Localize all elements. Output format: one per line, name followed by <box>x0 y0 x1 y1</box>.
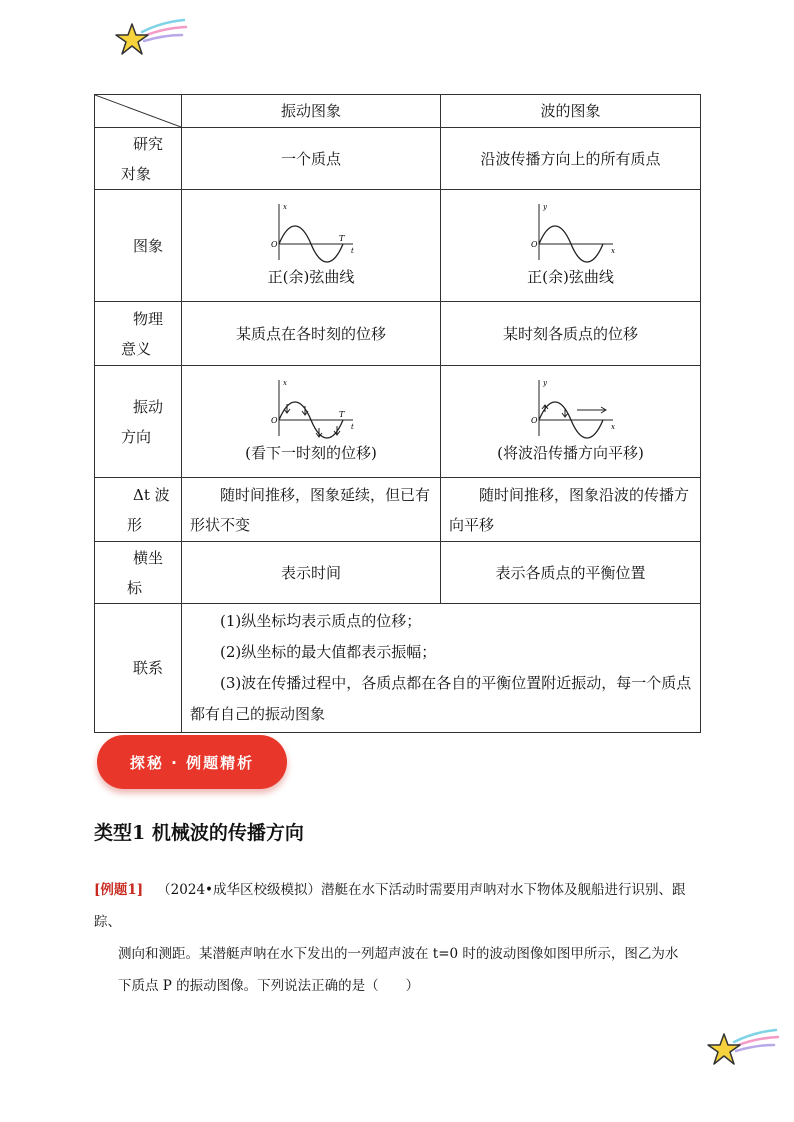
axis-label: x <box>283 378 287 387</box>
cell-axis-vibration: 表示时间 <box>182 542 441 604</box>
row-label-line: 横坐 <box>133 548 164 567</box>
row-label-line: 对象 <box>121 164 152 183</box>
period-label: T <box>339 409 345 419</box>
axis-label: t <box>351 246 354 255</box>
cell-meaning-wave: 某时刻各质点的位移 <box>441 302 701 366</box>
axis-label: x <box>610 422 615 431</box>
link-line: (1)纵坐标均表示质点的位移； <box>220 612 422 630</box>
link-line: (3)波在传播过程中，各质点都在各自的平衡位置附近振动，每一个质点都有自己的振动图象 <box>190 674 692 723</box>
cell-dt-wave: 随时间推移，图象沿波的传播方向平移 <box>441 478 701 542</box>
table-row <box>95 190 701 302</box>
origin-label: O <box>530 415 538 425</box>
origin-label: O <box>271 239 278 249</box>
example-question <box>94 874 704 1002</box>
cell-graph-vibration <box>182 190 441 302</box>
section-banner: 探秘 · 例题精析 <box>97 735 287 789</box>
row-label-line: 标 <box>127 578 143 597</box>
example-text: 下质点 P 的振动图像。下列说法正确的是（ ） <box>118 978 420 994</box>
table-header-row <box>95 95 701 128</box>
comparison-table <box>94 94 701 733</box>
row-label-line: Δt 波 <box>133 485 170 504</box>
vibration-direction-graph <box>261 378 361 440</box>
header-wave-graph: 波的图象 <box>441 95 701 128</box>
vibration-sine-graph <box>261 202 361 264</box>
cell-dt-vibration: 随时间推移，图象延续，但已有形状不变 <box>182 478 441 542</box>
example-text: （2024•成华区校级模拟）潜艇在水下活动时需要用声呐对水下物体及舰船进行识别、跟踪、 <box>94 882 686 930</box>
table-row <box>95 478 701 542</box>
caption-vibration: 正(余)弦曲线 <box>267 267 355 286</box>
cell-object-wave: 沿波传播方向上的所有质点 <box>441 128 701 190</box>
row-label-object <box>95 128 182 190</box>
diagonal-header-cell <box>95 95 182 128</box>
caption-direction-wave: (将波沿传播方向平移) <box>497 443 644 462</box>
caption-wave: 正(余)弦曲线 <box>527 267 614 286</box>
shooting-star-icon <box>112 14 190 60</box>
link-line: (2)纵坐标的最大值都表示振幅； <box>220 643 437 661</box>
cell-direction-wave <box>441 366 701 478</box>
row-label-line: 形 <box>127 515 143 534</box>
wave-sine-graph <box>521 202 621 264</box>
axis-label: x <box>610 246 615 255</box>
shooting-star-icon <box>704 1024 782 1070</box>
row-label-line: 物理 <box>133 309 164 328</box>
table-row <box>95 366 701 478</box>
cell-object-vibration: 一个质点 <box>182 128 441 190</box>
row-label-axis <box>95 542 182 604</box>
row-label-line: 振动 <box>133 397 164 416</box>
period-label: T <box>339 233 345 243</box>
wave-direction-graph <box>521 378 621 440</box>
origin-label: O <box>530 239 538 249</box>
row-label-line: 研究 <box>133 134 164 153</box>
cell-axis-wave: 表示各质点的平衡位置 <box>441 542 701 604</box>
table-row <box>95 604 701 733</box>
axis-label: x <box>283 202 287 211</box>
axis-label: y <box>542 202 547 211</box>
section-title: 类型1 机械波的传播方向 <box>94 822 304 844</box>
cell-meaning-vibration: 某质点在各时刻的位移 <box>182 302 441 366</box>
table-row <box>95 128 701 190</box>
row-label-link: 联系 <box>95 604 182 733</box>
cell-direction-vibration <box>182 366 441 478</box>
example-tag: [例题1] <box>94 882 144 898</box>
row-label-direction <box>95 366 182 478</box>
table-row <box>95 302 701 366</box>
row-label-line: 意义 <box>121 339 152 358</box>
axis-label: t <box>351 422 354 431</box>
cell-link <box>182 604 701 733</box>
example-text: 测向和测距。某潜艇声呐在水下发出的一列超声波在 t=0 时的波动图像如图甲所示，图乙为水 <box>118 946 679 962</box>
row-label-dt <box>95 478 182 542</box>
axis-label: y <box>542 378 547 387</box>
caption-direction-vibration: (看下一时刻的位移) <box>245 443 377 462</box>
origin-label: O <box>271 415 278 425</box>
row-label-line: 方向 <box>121 427 152 446</box>
table-row <box>95 542 701 604</box>
header-vibration-graph: 振动图象 <box>182 95 441 128</box>
cell-graph-wave <box>441 190 701 302</box>
row-label-meaning <box>95 302 182 366</box>
row-label-graph: 图象 <box>95 190 182 302</box>
